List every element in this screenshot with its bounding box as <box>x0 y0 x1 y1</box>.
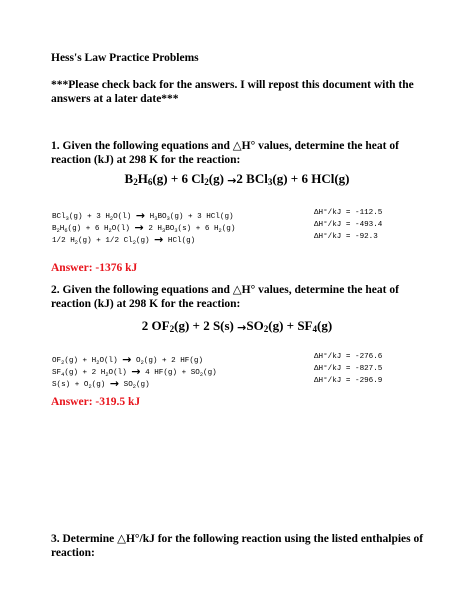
delta-h-symbol: △H° <box>232 140 256 152</box>
problem-1-prompt-b: values, determine the heat of reaction (kJ) at 298 K for the reaction: <box>51 140 399 166</box>
reaction-arrow-icon: → <box>227 174 237 187</box>
problem-2-dh-3: ΔH°/kJ = -296.9 <box>314 377 383 385</box>
problem-2-equation-2: $SF_4(g) + 2$ $H_2O(l) \to 4$ $HF(g) + SO_2(g)$ <box>52 365 217 378</box>
page-title: Hess's Law Practice Problems <box>51 52 199 64</box>
problem-1-dh-1: ΔH°/kJ = -112.5 <box>314 209 383 217</box>
reaction-arrow-icon: → <box>237 321 247 334</box>
problem-2-dh-1: ΔH°/kJ = -276.6 <box>314 353 383 361</box>
problem-1-prompt-a: 1. Given the following equations and <box>51 140 233 152</box>
problem-3-prompt <box>51 532 441 560</box>
problem-2-dh-2: ΔH°/kJ = -827.5 <box>314 365 383 373</box>
problem-1-dh-3: ΔH°/kJ = -92.3 <box>314 233 378 241</box>
problem-1-prompt <box>51 139 441 167</box>
problem-3-prompt-b: /kJ for the following reaction using the listed enthalpies of reaction: <box>51 533 424 559</box>
problem-3-prompt-a: 3. Determine <box>51 533 118 545</box>
problem-1-dh-2: ΔH°/kJ = -493.4 <box>314 221 383 229</box>
problem-1-equation-1: BCl$_3$(g) + 3 $H_2O(l) \to H_3BO_3(g) + 3$ HCl(g) <box>52 209 234 222</box>
problem-2-prompt-a: 2. Given the following equations and <box>51 284 233 296</box>
problem-1-answer: Answer: -1376 kJ <box>51 262 138 274</box>
problem-1-equation-2: $B_2H_6(g) + 6$ $H_2O(l) \to 2$ $H_3BO_3(s) + 6$ $H_2(g)$ <box>52 221 236 234</box>
problem-1-equation-3: 1/2 $H_2(g) + 1/2$ $Cl_2(g) \to HCl(g)$ <box>52 233 196 246</box>
problem-2-target-reaction: 2 $OF_2(g) + 2$ $S(s) \to SO_2(g) + SF_4(g)$ <box>141 318 333 334</box>
problem-2-equation-1: $OF_2(g) + H_2O(l) \to O_2(g) + 2$ HF(g) <box>52 353 204 366</box>
problem-2-equation-3: $S(s) + O_2(g) \to SO_2(g)$ <box>52 377 150 390</box>
problem-2-prompt-b: values, determine the heat of reaction (kJ) at 298 K for the reaction: <box>51 284 399 310</box>
delta-h-symbol: △H° <box>117 533 140 545</box>
problem-2-answer: Answer: -319.5 kJ <box>51 396 141 408</box>
notice-text: ***Please check back for the answers. I will repost this document with the answers at a later date*** <box>51 79 414 105</box>
delta-h-symbol: △H° <box>232 284 256 296</box>
problem-1-target-reaction: $B_2H_6(g) + 6$ $Cl_2(g) \to 2$ BCl$_3$(g) + 6 HCl(g) <box>124 171 350 187</box>
problem-2-prompt <box>51 283 441 311</box>
